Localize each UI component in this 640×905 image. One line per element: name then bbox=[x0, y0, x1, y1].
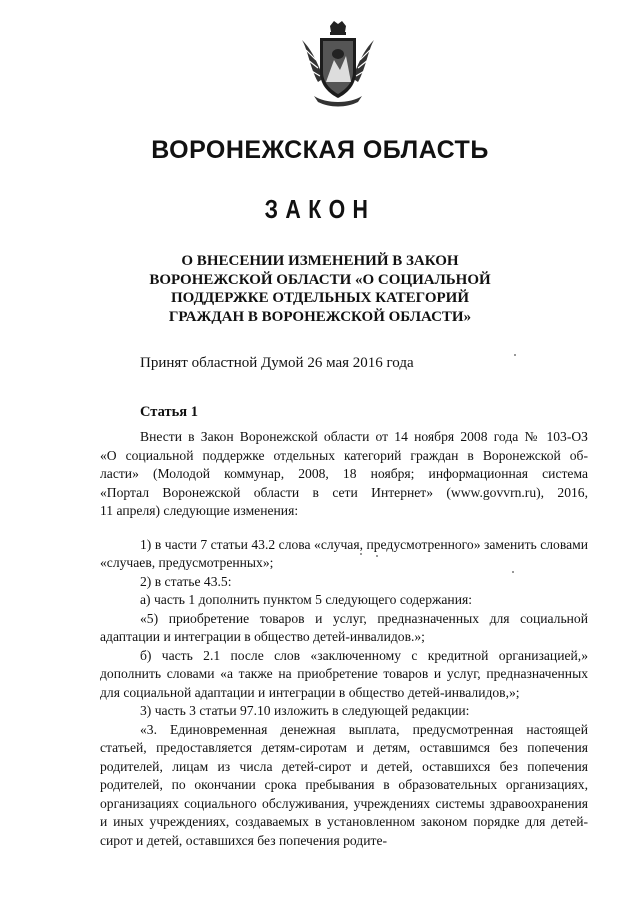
text-line: Внести в Закон Воронежской области от 14 ноября 2008 года № 103-ОЗ bbox=[140, 429, 588, 444]
article-intro bbox=[100, 428, 588, 521]
amendment-paragraph: «5) приобретение товаров и услуг, предназначенных для социальной адаптации и интеграции в общество детей-инвалидов.»; bbox=[100, 610, 588, 644]
amendment-paragraph: «3. Единовременная денежная выплата, предусмотренная настоящей статьей, предоставляется детям-сиротам и детям, оставшимся без попечения родителей, лицам из числа детей-сирот и детей, оставшихся без попечения родителей, по окончании срока пребывания в образовательных организациях, организациях социального обслуживания, учреждениях системы здравоохранения и иных учреждениях, создаваемых в установленном законом порядке для детей-сирот и детей, оставшихся без попечения родите- bbox=[100, 721, 588, 848]
amendment-paragraph: б) часть 2.1 после слов «заключенному с кредитной организацией,» дополнить словами «а также на приобретение товаров и услуг, предназначенных для социальной адаптации и интеграции в общество детей-инвалидов,»; bbox=[100, 647, 588, 700]
document-type: ЗАКОН bbox=[264, 194, 376, 224]
amendment-paragraph: а) часть 1 дополнить пунктом 5 следующего содержания: bbox=[140, 592, 473, 607]
text-line: «Портал Воронежской области в сети Интернет» (www.govvrn.ru), 2016, bbox=[100, 484, 588, 500]
region-name: ВОРОНЕЖСКАЯ ОБЛАСТЬ bbox=[151, 136, 489, 164]
scan-speck bbox=[512, 571, 514, 573]
amendment-paragraph: 2) в статье 43.5: bbox=[140, 573, 232, 589]
voronezh-coat-of-arms-icon bbox=[296, 20, 380, 108]
text-line: ласти» (Молодой коммунар, 2008, 18 ноября; информационная система bbox=[100, 466, 588, 481]
law-title bbox=[0, 252, 640, 326]
article-body bbox=[100, 428, 588, 850]
law-title-line: ВОРОНЕЖСКОЙ ОБЛАСТИ «О СОЦИАЛЬНОЙ bbox=[149, 271, 491, 288]
scan-speck bbox=[514, 354, 516, 356]
law-title-line: ПОДДЕРЖКЕ ОТДЕЛЬНЫХ КАТЕГОРИЙ bbox=[171, 290, 469, 306]
article-heading: Статья 1 bbox=[140, 404, 198, 420]
text-line: 11 апреля) следующие изменения: bbox=[100, 503, 299, 518]
scan-speck bbox=[376, 555, 378, 557]
adoption-date: Принят областной Думой 26 мая 2016 года bbox=[140, 355, 414, 371]
amendment-paragraph: 3) часть 3 статьи 97.10 изложить в следующей редакции: bbox=[140, 703, 470, 718]
text-line: «О социальной поддержке отдельных категорий граждан в Воронежской об- bbox=[100, 447, 588, 463]
amendment-paragraph: 1) в части 7 статьи 43.2 слова «случая, предусмотренного» заменить словами «случаев, предусмотренных»; bbox=[100, 536, 588, 570]
scan-speck bbox=[360, 553, 362, 555]
law-title-line: О ВНЕСЕНИИ ИЗМЕНЕНИЙ В ЗАКОН bbox=[181, 253, 459, 269]
law-title-line: ГРАЖДАН В ВОРОНЕЖСКОЙ ОБЛАСТИ» bbox=[168, 308, 472, 325]
